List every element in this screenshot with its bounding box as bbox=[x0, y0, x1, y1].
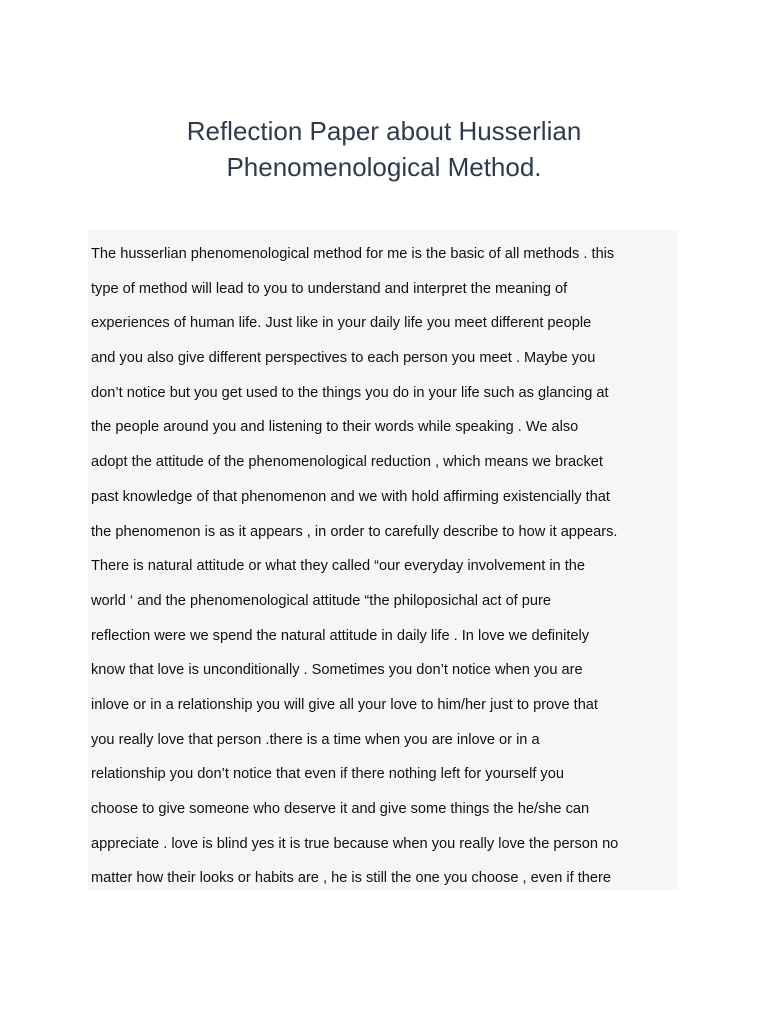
body-line: The husserlian phenomenological method for me is the basic of all methods . this bbox=[91, 246, 615, 262]
title-line: Phenomenological Method. bbox=[226, 152, 542, 183]
body-line: and you also give different perspectives to each person you meet . Maybe you bbox=[91, 350, 596, 367]
body-line: you really love that person .there is a time when you are inlove or in a bbox=[91, 731, 540, 748]
title-line: Reflection Paper about Husserlian bbox=[186, 116, 582, 147]
body-line: choose to give someone who deserve it and give some things the he/she can bbox=[91, 801, 590, 817]
body-line: the phenomenon is as it appears , in order to carefully describe to how it appears. bbox=[91, 523, 618, 540]
body-line: know that love is unconditionally . Sometimes you don’t notice when you are bbox=[91, 662, 583, 679]
body-line: appreciate . love is blind yes it is true because when you really love the person no bbox=[91, 835, 619, 852]
body-line: experiences of human life. Just like in your daily life you meet different people bbox=[91, 315, 592, 332]
body-line: don’t notice but you get used to the things you do in your life such as glancing at bbox=[91, 384, 609, 401]
body-paragraph bbox=[91, 237, 691, 896]
body-line: past knowledge of that phenomenon and we with hold affirming existencially that bbox=[91, 488, 610, 505]
body-line: the people around you and listening to their words while speaking . We also bbox=[91, 419, 579, 436]
document-title bbox=[0, 113, 768, 185]
body-line: type of method will lead to you to understand and interpret the meaning of bbox=[91, 280, 568, 297]
body-line: matter how their looks or habits are , he is still the one you choose , even if there bbox=[91, 870, 611, 887]
body-line: adopt the attitude of the phenomenological reduction , which means we bracket bbox=[91, 454, 603, 471]
body-line: There is natural attitude or what they called “our everyday involvement in the bbox=[91, 558, 586, 575]
body-line: world ‘ and the phenomenological attitude “the philoposichal act of pure bbox=[91, 592, 552, 609]
body-line: inlove or in a relationship you will give all your love to him/her just to prove that bbox=[91, 696, 598, 713]
body-line: reflection were we spend the natural attitude in daily life . In love we definitely bbox=[91, 627, 590, 644]
body-line: relationship you don’t notice that even if there nothing left for yourself you bbox=[91, 766, 564, 783]
